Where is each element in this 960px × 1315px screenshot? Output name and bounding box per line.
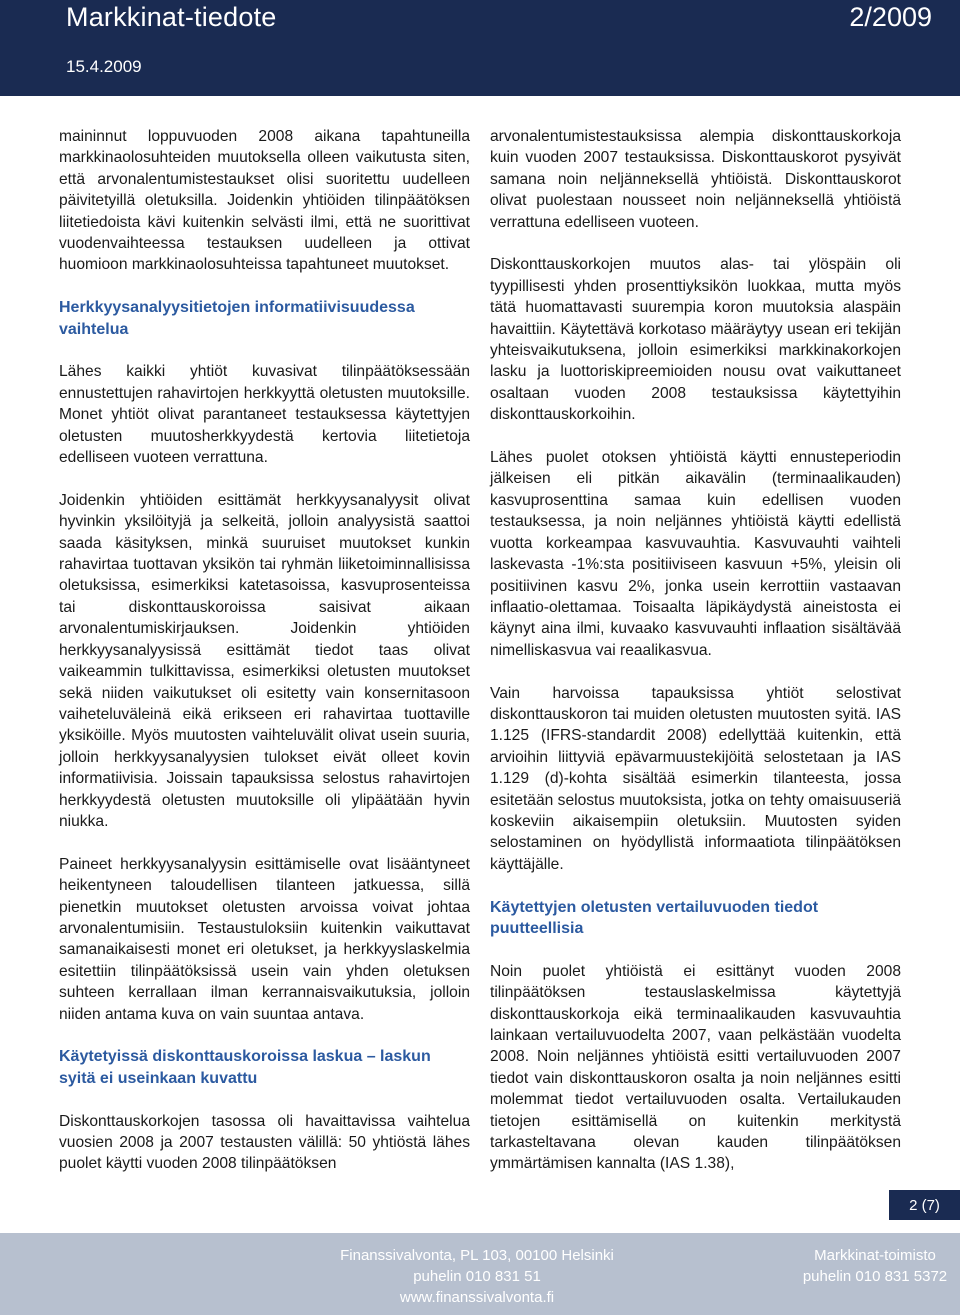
footer-website-link[interactable]: www.finanssivalvonta.fi <box>399 1289 555 1306</box>
footer-contact <box>327 1245 627 1308</box>
section-heading: Käytettyjen oletusten vertailuvuoden tiedot puutteellisia <box>490 898 819 937</box>
footer-editor-phone: puhelin 010 831 5372 <box>802 1268 948 1285</box>
issue-date: 15.4.2009 <box>66 57 142 76</box>
paragraph: maininnut loppuvuoden 2008 aikana tapahtuneilla markkinaolosuhteiden muutoksella olleen vaikutusta siten, että arvonalentumistestaukset olisi suoritettu uudelleen päivitetyillä oletuksilla. Joidenkin yhtiöiden tilinpäätöksen liitetiedoista kävi kuitenkin selvästi ilmi, että ne suorittivat vuodenvaihteessa testauksen uudelleen ja ottivat huomioon markkinaolosuhteissa tapahtuneet muutokset. <box>59 128 470 274</box>
page-number-badge: 2 (7) <box>889 1190 960 1220</box>
footer-editor <box>790 1245 960 1287</box>
section-heading: Käytetyissä diskonttauskoroissa laskua – laskun syitä ei useinkaan kuvattu <box>59 1048 431 1087</box>
paragraph: arvonalentumistestauksissa alempia diskonttauskorkoja kuin vuoden 2007 testauksissa. Diskonttauskorot pysyivät samana noin neljänneksellä yhtiöistä. Diskonttauskorot olivat puolestaan nousseet noin neljänneksellä yhtiöistä verrattuna edelliseen vuoteen. <box>490 128 901 231</box>
paragraph: Diskonttauskorkojen muutos alas- tai ylöspäin oli tyypillisesti yhden prosenttiyksikön luokkaa, mutta myös tätä huomattavasti suurempia koron muutoksia alaspäin havaittiin. Käytettävä korkotaso määräytyy usean eri tekijän yhteisvaikutuksena, jolloin esimerkiksi markkinakorkojen lasku ja luottoriskipreemioiden nousu ovat vaikuttaneet osaltaan vuoden 2008 testauksissa käytettyihin diskonttauskorkoihin. <box>490 256 901 424</box>
paragraph: Paineet herkkyysanalyysin esittämiselle ovat lisääntyneet heikentyneen taloudellisen tilanteen jatkuessa, sillä pienetkin muutokset oletusten arvoissa voivat johtaa arvonalentumisiin. Testaustuloksiin kuitenkin vaikuttavat samanaikaisesti monet eri oletukset, ja herkkyyslaskelmia esitettiin tilinpäätöksissä usein vain yhden oletuksen suhteen kerrallaan ilman kerrannaisvaikutuksia, jolloin niiden antama kuva on vain suuntaa antava. <box>59 855 470 1023</box>
header-bar <box>0 0 960 96</box>
paragraph: Diskonttauskorkojen tasossa oli havaittavissa vaihtelua vuosien 2008 ja 2007 testausten välillä: 50 yhtiöstä lähes puolet käytti vuoden 2008 tilinpäätöksen <box>59 1112 470 1173</box>
footer-bar <box>0 1233 960 1315</box>
left-column <box>59 126 470 1196</box>
newsletter-title: Markkinat-tiedote <box>66 2 277 32</box>
paragraph: Noin puolet yhtiöistä ei esittänyt vuoden 2008 tilinpäätöksen testauslaskelmissa käytettyjä diskonttauskorkoja eikä terminaalikauden kasvuvauhtia lainkaan vertailuvuodelta 2007, vaan pelkästään vuodelta 2008. Noin neljännes yhtiöistä esitti vertailuvuoden 2007 tiedot vain diskonttauskoron osalta ja noin neljännes esitti molemmat tiedot vertailuvuoden osalta. Vertailukauden tietojen esittämisellä on kuitenkin merkitystä tarkasteltavana olevan kauden tilinpäätöksen ymmärtämisen kannalta (IAS 1.38), <box>490 962 901 1173</box>
section-heading: Herkkyysanalyysitietojen informatiivisuudessa vaihtelua <box>59 299 415 338</box>
paragraph: Lähes kaikki yhtiöt kuvasivat tilinpäätöksessään ennustettujen rahavirtojen herkkyyttä oletusten muutoksille. Monet yhtiöt olivat parantaneet testauksessa käytettyjen oletusten muutosherkkyydestä kertovia liitetietoja edelliseen vuoteen verrattuna. <box>59 363 470 467</box>
footer-org: Finanssivalvonta, PL 103, 00100 Helsinki <box>340 1247 614 1264</box>
footer-phone: puhelin 010 831 51 <box>413 1268 541 1285</box>
footer-editor-label: Markkinat-toimisto <box>814 1247 936 1264</box>
paragraph: Lähes puolet otoksen yhtiöistä käytti ennusteperiodin jälkeisen eli pitkän aikavälin (terminaalikauden) kasvuprosenttina samaa kuin edellisen vuoden testauksessa, ja noin neljännes yhtiöistä käytti edellistä vuotta korkeampaa kasvuvauhtia. Kasvuvauhti vaihteli laskevasta -1%:sta positiiviseen kasvuun +5%, yleisin oli positiivinen kasvu 2%, jonka usein kerrottiin vastaavan inflaatio-olettamaa. Toisaalta läpikäydystä aineistosta ei käynyt aina ilmi, kuvaako kasvuvauhti inflaation sisältävää nimelliskasvua vai reaalikasvua. <box>490 449 901 659</box>
paragraph: Joidenkin yhtiöiden esittämät herkkyysanalyysit olivat hyvinkin yksilöityjä ja selkeitä, jolloin analyysistä saattoi saada käsityksen, minkä suuruiset muutokset kunkin rahavirtaa tuottavan yksikön tai ryhmän liiketoiminnallisissa oletuksissa, esimerkiksi katetasoissa, kasvuprosenteissa tai diskonttauskoroissa saisivat aikaan arvonalentumiskirjauksen. Joidenkin yhtiöiden herkkyysanalyysissä esittämät tiedot taas olivat vaikeammin tulkittavissa, esimerkiksi oletusten muutokset sekä niiden vaikutukset oli esitetty vain konsernitasoon vaiheteluväleinä eikä erikseen eri rahavirtaa tuottaville yksiköille. Myös muutosten vaihteluvälit olivat usein suuria, jolloin herkkyysanalyysien tulokset eivät olleet kovin informatiivisia. Joissain tapauksissa selostus rahavirtojen herkkyydestä oletusten muutoksille oli ylipäätään hyvin niukka. <box>59 491 470 830</box>
right-column <box>490 126 901 1196</box>
paragraph: Vain harvoissa tapauksissa yhtiöt selostivat diskonttauskoron tai muiden oletusten muutosten syitä. IAS 1.125 (IFRS-standardit 2008) edellyttää kuitenkin, että arvioihin liittyviä epävarmuustekijöitä selostetaan ja IAS 1.129 (d)-kohta sisältää esimerkin tilanteesta, jossa esitetään selostus muutoksista, jotka on tehty omaisuuseriä koskeviin aikaisempiin oletuksiin. Muutosten syiden selostaminen on hyödyllistä informaatiota tilinpäätöksen käyttäjälle. <box>490 684 901 873</box>
issue-number: 2/2009 <box>849 2 932 32</box>
